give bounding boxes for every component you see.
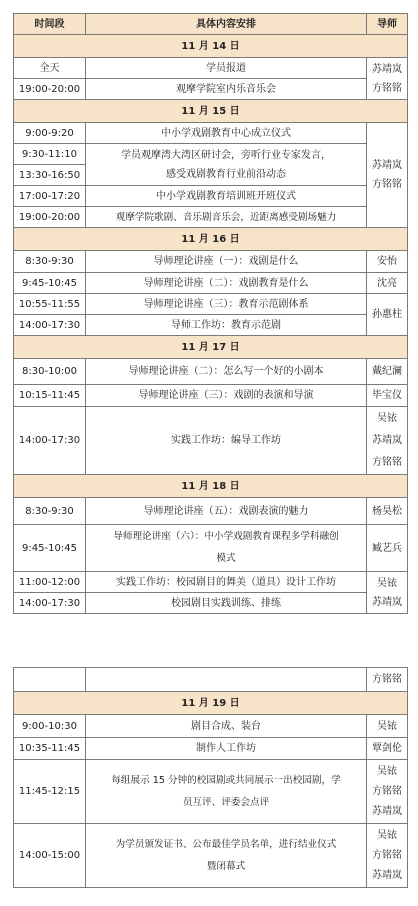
- content-line: 模式: [216, 553, 236, 564]
- table-row: [14, 407, 408, 475]
- table-row: [14, 273, 408, 294]
- header-time: 时间段: [14, 14, 86, 35]
- time-cell: 10:55-11:55: [14, 294, 86, 315]
- table-row: [14, 760, 408, 824]
- time-cell: [14, 668, 86, 692]
- content-cell: 学员报道: [86, 58, 367, 79]
- time-cell: 14:00-15:00: [14, 824, 86, 888]
- mentor-name: 方铭铭: [372, 82, 402, 94]
- content-cell: 导师理论讲座（三）：教育示范剧体系: [86, 294, 367, 315]
- content-line: 每组展示 15 分钟的校园剧或共同展示一出校园剧，学: [111, 774, 341, 786]
- mentor-cell: 方铭铭: [367, 668, 408, 692]
- content-line: 感受戏剧教育行业前沿动态: [166, 168, 286, 180]
- content-cell: [86, 525, 367, 572]
- table-row: [14, 79, 408, 100]
- time-cell: 9:45-10:45: [14, 273, 86, 294]
- header-mentor: 导师: [367, 14, 408, 35]
- mentor-cell: 孙惠柱: [367, 294, 408, 336]
- content-cell: [86, 144, 367, 186]
- table-row: [14, 525, 408, 572]
- day-label: 11 月 17 日: [14, 336, 408, 359]
- content-cell: 导师理论讲座（三）：戏剧的表演和导演: [86, 385, 367, 407]
- content-cell: 导师理论讲座（二）：怎么写一个好的小剧本: [86, 359, 367, 385]
- day-row: [14, 692, 408, 715]
- day-row: [14, 475, 408, 498]
- time-cell: 14:00-17:30: [14, 315, 86, 336]
- header-content: 具体内容安排: [86, 14, 367, 35]
- mentor-cell: 安怡: [367, 251, 408, 273]
- content-cell: 校园剧目实践训练、排练: [86, 593, 367, 614]
- mentor-cell: 吴铱: [367, 715, 408, 738]
- time-cell: 全天: [14, 58, 86, 79]
- mentor-cell: [367, 572, 408, 614]
- content-cell: 导师理论讲座（一）：戏剧是什么: [86, 251, 367, 273]
- time-cell: 11:45-12:15: [14, 760, 86, 824]
- content-cell: 导师理论讲座（五）：戏剧表演的魅力: [86, 498, 367, 525]
- time-cell: 9:30-11:10: [14, 144, 86, 165]
- time-cell: 9:45-10:45: [14, 525, 86, 572]
- content-line: 员互评、评委会点评: [182, 796, 270, 808]
- mentor-cell: 覃剑伦: [367, 738, 408, 760]
- content-line: 学员观摩湾大湾区研讨会，旁听行业专家发言，: [121, 149, 331, 161]
- content-cell: 实践工作坊：校园剧目的舞美（道具）设计工作坊: [86, 572, 367, 593]
- table-row: [14, 144, 408, 165]
- mentor-name: 苏靖岚: [372, 869, 402, 881]
- content-cell: 中小学戏剧教育培训班开班仪式: [86, 186, 367, 207]
- mentor-cell: 沈亮: [367, 273, 408, 294]
- header-row: [14, 14, 408, 35]
- mentor-cell: [367, 58, 408, 100]
- schedule-table-continued: [13, 667, 408, 888]
- time-cell: 19:00-20:00: [14, 207, 86, 228]
- mentor-name: 方铭铭: [372, 456, 402, 468]
- content-cell: 实践工作坊：编导工作坊: [86, 407, 367, 475]
- mentor-cell: 毕宝仪: [367, 385, 408, 407]
- content-cell: 剧目合成、装台: [86, 715, 367, 738]
- table-row: [14, 207, 408, 228]
- time-cell: 9:00-9:20: [14, 123, 86, 144]
- mentor-cell: 杨昊松: [367, 498, 408, 525]
- table-row: [14, 738, 408, 760]
- table-row: [14, 294, 408, 315]
- day-label: 11 月 15 日: [14, 100, 408, 123]
- mentor-name: 吴铱: [377, 829, 397, 841]
- day-label: 11 月 14 日: [14, 35, 408, 58]
- content-cell: 观摩学院歌剧、音乐剧音乐会，近距离感受剧场魅力: [86, 207, 367, 228]
- mentor-cell: [367, 760, 408, 824]
- mentor-cell: [367, 407, 408, 475]
- mentor-name: 方铭铭: [372, 179, 402, 190]
- table-row: [14, 593, 408, 614]
- time-cell: 9:00-10:30: [14, 715, 86, 738]
- schedule-table: [13, 13, 408, 614]
- table-row: [14, 359, 408, 385]
- mentor-name: 方铭铭: [372, 785, 402, 797]
- content-cell: 观摩学院室内乐音乐会: [86, 79, 367, 100]
- mentor-name: 吴铱: [377, 765, 397, 777]
- day-row: [14, 336, 408, 359]
- day-row: [14, 100, 408, 123]
- table-row: [14, 186, 408, 207]
- time-cell: 8:30-9:30: [14, 251, 86, 273]
- day-label: 11 月 18 日: [14, 475, 408, 498]
- mentor-name: 方铭铭: [372, 849, 402, 861]
- content-cell: 制作人工作坊: [86, 738, 367, 760]
- table-row: [14, 315, 408, 336]
- table-row: [14, 385, 408, 407]
- content-cell: 导师理论讲座（二）：戏剧教育是什么: [86, 273, 367, 294]
- content-cell: [86, 824, 367, 888]
- table-row: [14, 251, 408, 273]
- time-cell: 14:00-17:30: [14, 407, 86, 475]
- time-cell: 14:00-17:30: [14, 593, 86, 614]
- table-row: [14, 123, 408, 144]
- time-cell: 17:00-17:20: [14, 186, 86, 207]
- content-line: 为学员颁发证书、公布最佳学员名单，进行结业仪式: [115, 838, 337, 850]
- content-cell: 中小学戏剧教育中心成立仪式: [86, 123, 367, 144]
- time-cell: 13:30-16:50: [14, 165, 86, 186]
- table-row: [14, 668, 408, 692]
- table-row: [14, 58, 408, 79]
- table-row: [14, 572, 408, 593]
- day-label: 11 月 19 日: [14, 692, 408, 715]
- time-cell: 8:30-9:30: [14, 498, 86, 525]
- mentor-name: 吴铱: [377, 577, 397, 589]
- content-cell: 导师工作坊：教育示范剧: [86, 315, 367, 336]
- time-cell: 19:00-20:00: [14, 79, 86, 100]
- mentor-name: 苏靖岚: [372, 63, 402, 75]
- time-cell: 10:15-11:45: [14, 385, 86, 407]
- table-row: [14, 824, 408, 888]
- time-cell: 11:00-12:00: [14, 572, 86, 593]
- content-line: 暨闭幕式: [206, 860, 246, 872]
- day-row: [14, 35, 408, 58]
- content-line: 导师理论讲座（六）：中小学戏剧教育课程多学科融创: [113, 531, 339, 542]
- mentor-name: 苏靖岚: [372, 160, 402, 171]
- mentor-name: 苏靖岚: [372, 596, 402, 608]
- mentor-name: 苏靖岚: [372, 805, 402, 817]
- content-cell: [86, 668, 367, 692]
- mentor-name: 苏靖岚: [372, 434, 402, 446]
- content-cell: [86, 760, 367, 824]
- mentor-cell: 臧艺兵: [367, 525, 408, 572]
- day-row: [14, 228, 408, 251]
- mentor-cell: [367, 123, 408, 228]
- time-cell: 8:30-10:00: [14, 359, 86, 385]
- mentor-name: 吴铱: [377, 412, 397, 424]
- table-row: [14, 498, 408, 525]
- mentor-cell: [367, 824, 408, 888]
- day-label: 11 月 16 日: [14, 228, 408, 251]
- mentor-cell: 戴纪澜: [367, 359, 408, 385]
- table-row: [14, 715, 408, 738]
- time-cell: 10:35-11:45: [14, 738, 86, 760]
